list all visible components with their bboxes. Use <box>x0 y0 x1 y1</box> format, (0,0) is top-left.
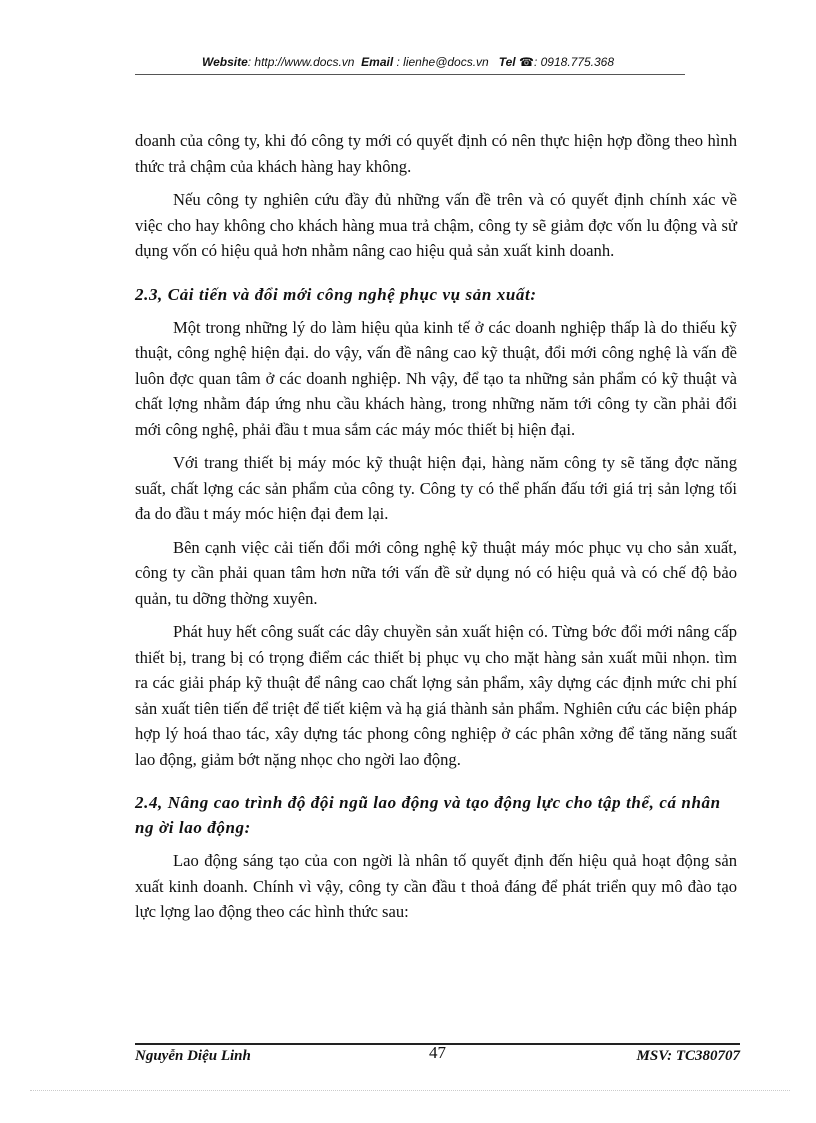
paragraph: doanh của công ty, khi đó công ty mới có quyết định có nên thực hiện hợp đồng theo hình thức trả chậm của khách hàng hay không. <box>135 131 737 176</box>
paragraph: Phát huy hết công suất các dây chuyền sản xuất hiện có. Từng bớc đổi mới nâng cấp thiết bị, trang bị có trọng điểm các thiết bị phục vụ cho mặt hàng sản xuất mũi nhọn. tìm ra các giải pháp kỹ thuật để nâng cao chất lợng sản phẩm, xây dựng các định mức chi phí sản xuất tiên tiến để triệt để tiết kiệm và hạ giá thành sản phẩm. Nghiên cứu các biện pháp hợp lý hoá thao tác, xây dựng tác phong công nghiệp ở các phân xởng để tăng năng suất lao động, giảm bớt nặng nhọc cho ngời lao động. <box>135 622 737 769</box>
paragraph: Nếu công ty nghiên cứu đầy đủ những vấn đề trên và có quyết định chính xác về việc cho hay không cho khách hàng mua trả chậm, công ty sẽ giảm đợc vốn lu động và sử dụng vốn có hiệu quả hơn nhằm nâng cao hiệu quả sản xuất kinh doanh. <box>135 190 737 260</box>
paragraph: Với trang thiết bị máy móc kỹ thuật hiện đại, hàng năm công ty sẽ tăng đợc năng suất, chất lợng các sản phẩm của công ty. Công ty có thể phấn đấu tới giá trị sản lợng tối đa do đầu t máy móc hiện đại đem lại. <box>135 453 737 523</box>
website-value: : http://www.docs.vn <box>247 55 355 69</box>
page-header <box>0 55 816 69</box>
page-number: 47 <box>429 1043 446 1062</box>
paragraph: Một trong những lý do làm hiệu qủa kinh tế ở các doanh nghiệp thấp là do thiếu kỹ thuật, công nghệ hiện đại. do vậy, vấn đề nâng cao kỹ thuật, đổi mới công nghệ là vấn đề luôn đợc quan tâm ở các doanh nghiệp. Nh vậy, để tạo ta những sản phẩm có kỹ thuật và chất lợng nhằm đáp ứng nhu cầu khách hàng, trong những năm tới công ty cần phải đổi mới công nghệ, phải đầu t mua sắm các máy móc thiết bị hiện đại. <box>135 317 737 439</box>
tel-label: Tel <box>498 55 516 69</box>
document-body <box>135 128 737 933</box>
bottom-dotted-line <box>30 1090 790 1091</box>
header-divider <box>135 74 685 75</box>
paragraph: Lao động sáng tạo của con ngời là nhân tố quyết định đến hiệu quả hoạt động sản xuất kinh doanh. Chính vì vậy, công ty cần đầu t thoả đáng để phát triển quy mô đào tạo lực lợng lao động theo các hình thức sau: <box>135 851 737 921</box>
email-label: Email <box>361 55 394 69</box>
paragraph: Bên cạnh việc cải tiến đổi mới công nghệ kỹ thuật máy móc phục vụ cho sản xuất, công ty cần phải quan tâm hơn nữa tới vấn đề sử dụng nó có hiệu quả và có chế độ bảo quản, tu dỡng thờng xuyên. <box>135 537 737 608</box>
phone-icon: ☎ <box>519 55 534 69</box>
author-name: Nguyễn Diệu Linh <box>135 1048 251 1064</box>
section-heading-2-4: 2.4, Nâng cao trình độ đội ngũ lao động và tạo động lực cho tập thể, cá nhân ng ời lao động: <box>135 793 721 837</box>
student-id: MSV: TC380707 <box>636 1048 740 1064</box>
email-value: : lienhe@docs.vn <box>396 55 489 69</box>
section-heading-2-3: 2.3, Cải tiến và đổi mới công nghệ phục vụ sản xuất: <box>135 284 537 304</box>
website-label: Website <box>201 55 248 69</box>
tel-value: : 0918.775.368 <box>533 55 615 69</box>
page-footer <box>135 1043 740 1070</box>
